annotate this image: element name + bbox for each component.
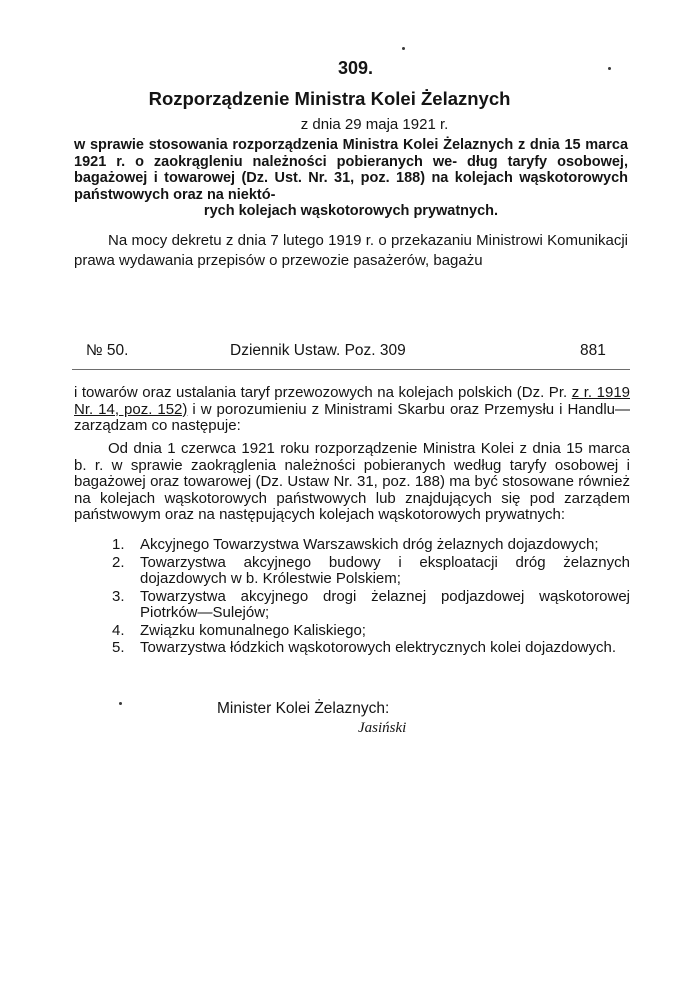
list-item-text: Towarzystwa akcyjnego drogi żelaznej podjazdowej wąskotorowej Piotrków—Sulejów; [140, 587, 630, 621]
list-item-text: Towarzystwa akcyjnego budowy i eksploatacji dróg żelaznych dojazdowych w b. Królestwie Polskiem; [140, 553, 630, 587]
list-item-number: 4. [112, 621, 125, 639]
list-item [108, 589, 630, 622]
print-speck [402, 47, 405, 50]
list-item [108, 623, 630, 640]
list-item-number: 5. [112, 639, 125, 656]
list-item [108, 640, 630, 657]
print-speck [119, 702, 122, 705]
list-item-text: Akcyjnego Towarzystwa Warszawskich dróg żelaznych dojazdowych; [140, 536, 599, 553]
journal-title: Dziennik Ustaw. Poz. 309 [230, 342, 406, 359]
subject-line: poz. 188) na kolejach wąskotorowych państwowych oraz na niektó- [74, 170, 628, 203]
list-item-number: 2. [112, 553, 125, 571]
list-item-text: Towarzystwa łódzkich wąskotorowych elektrycznych kolei dojazdowych. [140, 639, 617, 656]
subject-line: rych kolejach wąskotorowych prywatnych. [203, 203, 499, 219]
preamble-middle: i w porozumieniu z Ministrami Skarbu oraz [187, 400, 480, 418]
issue-number: № 50. [86, 342, 129, 359]
paragraph-main: Od dnia 1 czerwca 1921 roku rozporządzenie Ministra Kolei z dnia 15 marca b. r. w sprawie zaokrąglenia należności pobieranych według taryfy osobowej i bagażowej oraz towarowej (Dz. Ustaw Nr. 31, poz. 188) ma być stosowane również na kolejach wąskotorowych państwowych lub znajdujących się pod zarządem państwowym oraz na następujących kolejach wąskotorowych prywatnych: [74, 440, 630, 523]
signatory-name: Jasiński [358, 720, 407, 736]
subject-line: dług taryfy osobowej, bagażowej i towarowej (Dz. Ust. Nr. 31, [74, 153, 628, 186]
paragraph-preamble [74, 385, 630, 435]
railway-list [108, 537, 630, 658]
header-divider [72, 369, 630, 370]
list-item-text: Związku komunalnego Kaliskiego; [140, 621, 366, 639]
page-number: 881 [580, 342, 606, 359]
act-subject [74, 137, 628, 220]
subject-line: w sprawie stosowania rozporządzenia Ministra Kolei Żelaznych [74, 137, 514, 153]
act-date: z dnia 29 maja 1921 r. [300, 116, 449, 133]
preamble-start: i towarów oraz ustalania taryf przewozowych na kolejach polskich (Dz. Pr. [74, 384, 568, 401]
list-item [108, 537, 630, 554]
legal-reference: z r. 1919 Nr. 14, poz. 152) [74, 384, 630, 418]
list-item [108, 555, 630, 588]
subject-line: z dnia 15 marca 1921 r. o zaokrągleniu należności pobieranych we- [74, 137, 629, 170]
preamble-end: Przemysłu i Handlu—zarządzam co następuje: [74, 400, 630, 434]
signatory-title: Minister Kolei Żelaznych: [217, 700, 390, 717]
print-speck [608, 67, 611, 70]
list-item-number: 3. [112, 587, 125, 605]
list-item-number: 1. [112, 536, 125, 553]
act-number: 309. [337, 58, 374, 78]
act-title: Rozporządzenie Ministra Kolei Żelaznych [148, 88, 511, 109]
intro-paragraph: Na mocy dekretu z dnia 7 lutego 1919 r. o przekazaniu Ministrowi Komunikacji prawa wydawania przepisów o przewozie pasażerów, bagażu [74, 232, 628, 269]
